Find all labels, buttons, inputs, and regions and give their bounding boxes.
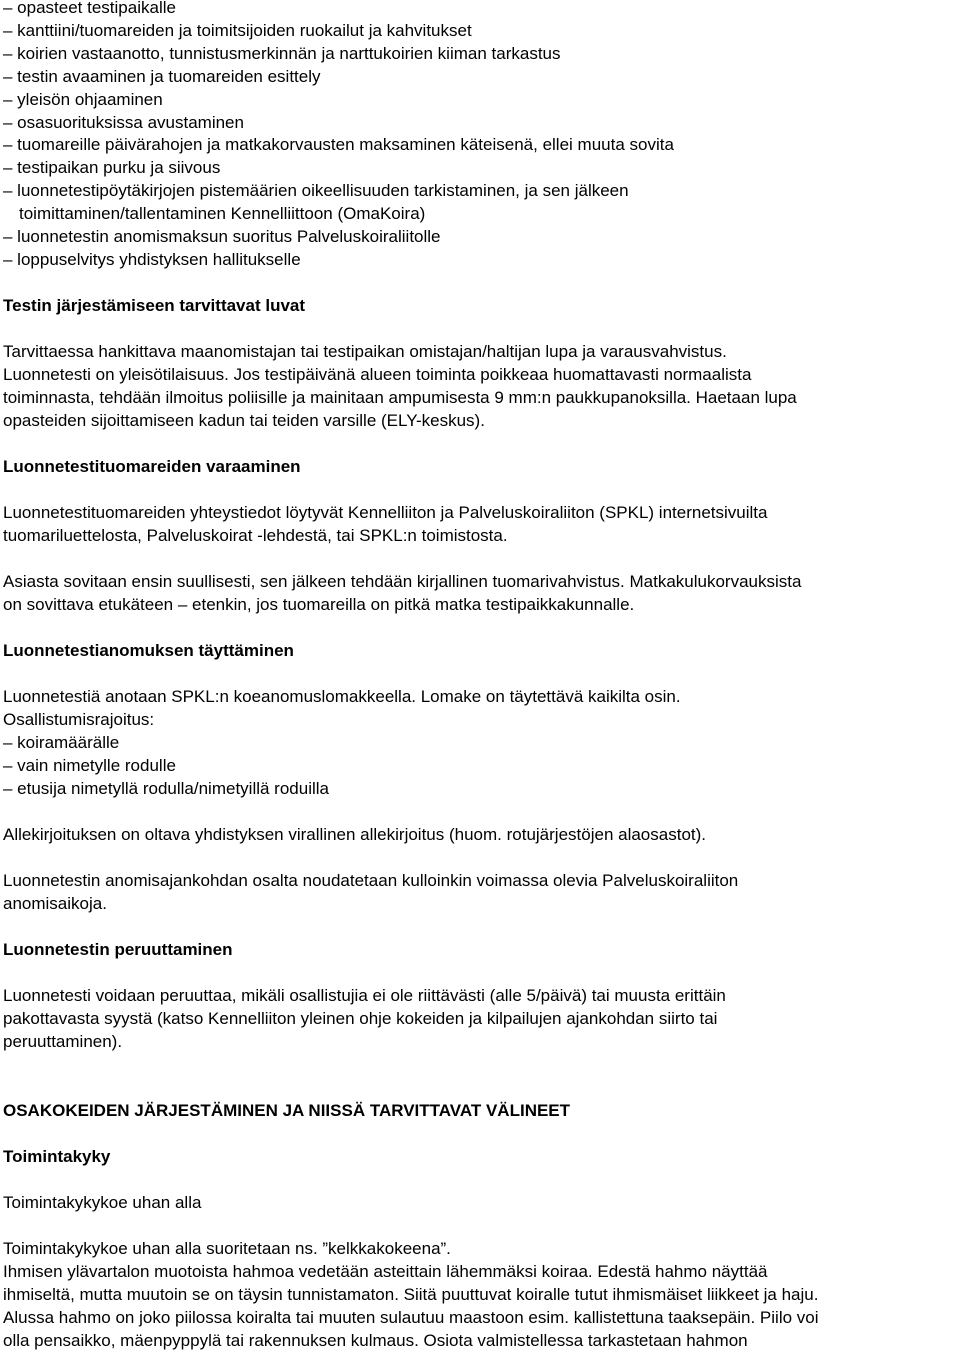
- section-heading: Testin järjestämiseen tarvittavat luvat: [3, 296, 306, 315]
- paragraph-line: Luonnetestiä anotaan SPKL:n koeanomuslomakkeella. Lomake on täytettävä kaikilta osin.: [3, 687, 681, 706]
- paragraph-line: Toimintakykykoe uhan alla suoritetaan ns. ”kelkkakokeena”.: [3, 1239, 451, 1258]
- paragraph-line: Asiasta sovitaan ensin suullisesti, sen jälkeen tehdään kirjallinen tuomarivahvistus. Matkakulukorvauksista: [3, 572, 802, 591]
- list-item: – koiramäärälle: [3, 733, 120, 752]
- list-item: – yleisön ohjaaminen: [3, 90, 163, 109]
- list-item: – luonnetestipöytäkirjojen pistemäärien oikeellisuuden tarkistaminen, ja sen jälkeen: [3, 181, 629, 200]
- section-heading: Luonnetestianomuksen täyttäminen: [3, 641, 294, 660]
- paragraph-line: pakottavasta syystä (katso Kennelliiton yleinen ohje kokeiden ja kilpailujen ajankohdan siirto tai: [3, 1009, 718, 1028]
- list-item: – luonnetestin anomismaksun suoritus Palveluskoiraliitolle: [3, 227, 441, 246]
- paragraph-line: Luonnetestituomareiden yhteystiedot löytyvät Kennelliiton ja Palveluskoiraliiton (SPKL) internetsivuilta: [3, 503, 768, 522]
- list-item: – opasteet testipaikalle: [3, 0, 176, 17]
- list-item: – kanttiini/tuomareiden ja toimitsijoiden ruokailut ja kahvitukset: [3, 21, 472, 40]
- paragraph-line: olla pensaikko, mäenpyppylä tai rakennuksen kulmaus. Osiota valmistellessa tarkastetaan hahmon: [3, 1331, 748, 1350]
- list-item: – koirien vastaanotto, tunnistusmerkinnän ja narttukoirien kiiman tarkastus: [3, 44, 561, 63]
- subsection-heading: Toimintakykykoe uhan alla: [3, 1193, 202, 1212]
- paragraph-line: peruuttaminen).: [3, 1032, 123, 1051]
- list-item: – loppuselvitys yhdistyksen hallitukselle: [3, 250, 301, 269]
- paragraph-line: ihmiseltä, mutta muutoin se on täysin tunnistamaton. Siitä puuttuvat koiralle tutut ihmismäiset liikkeet ja haju.: [3, 1285, 819, 1304]
- paragraph-line: Alussa hahmo on joko piilossa koiralta tai muuten sulautuu maastoon esim. kallistettuna taaksepäin. Piilo voi: [3, 1308, 819, 1327]
- paragraph-line: toiminnasta, tehdään ilmoitus poliisille ja mainitaan ampumisesta 9 mm:n paukkupanoksilla. Haetaan lupa: [3, 388, 797, 407]
- section-heading: Luonnetestin peruuttaminen: [3, 940, 233, 959]
- section-heading: Luonnetestituomareiden varaaminen: [3, 457, 301, 476]
- list-item: – testipaikan purku ja siivous: [3, 158, 221, 177]
- paragraph-line: tuomariluettelosta, Palveluskoirat -lehdestä, tai SPKL:n toimistosta.: [3, 526, 508, 545]
- paragraph-line: anomisaikoja.: [3, 894, 107, 913]
- paragraph-line: Ihmisen ylävartalon muotoista hahmoa vedetään asteittain lähemmäksi koiraa. Edestä hahmo näyttää: [3, 1262, 768, 1281]
- paragraph-line: Osallistumisrajoitus:: [3, 710, 155, 729]
- list-item-continuation: toimittaminen/tallentaminen Kennelliittoon (OmaKoira): [19, 204, 426, 223]
- chapter-heading: OSAKOKEIDEN JÄRJESTÄMINEN JA NIISSÄ TARVITTAVAT VÄLINEET: [3, 1101, 571, 1120]
- list-item: – tuomareille päivärahojen ja matkakorvausten maksaminen käteisenä, ellei muuta sovita: [3, 135, 674, 154]
- list-item: – testin avaaminen ja tuomareiden esittely: [3, 67, 321, 86]
- list-item: – vain nimetylle rodulle: [3, 756, 176, 775]
- section-heading: Toimintakyky: [3, 1147, 111, 1166]
- paragraph-line: Luonnetestin anomisajankohdan osalta noudatetaan kulloinkin voimassa olevia Palveluskoiraliiton: [3, 871, 739, 890]
- paragraph-line: Tarvittaessa hankittava maanomistajan tai testipaikan omistajan/haltijan lupa ja varausvahvistus.: [3, 342, 727, 361]
- paragraph-line: on sovittava etukäteen – etenkin, jos tuomareilla on pitkä matka testipaikkakunnalle.: [3, 595, 635, 614]
- paragraph-line: Luonnetesti on yleisötilaisuus. Jos testipäivänä alueen toiminta poikkeaa huomattavasti normaalista: [3, 365, 752, 384]
- list-item: – osasuorituksissa avustaminen: [3, 113, 244, 132]
- list-item: – etusija nimetyllä rodulla/nimetyillä roduilla: [3, 779, 329, 798]
- paragraph-line: opasteiden sijoittamiseen kadun tai teiden varsille (ELY-keskus).: [3, 411, 485, 430]
- paragraph-line: Luonnetesti voidaan peruuttaa, mikäli osallistujia ei ole riittävästi (alle 5/päivä) tai muusta erittäin: [3, 986, 726, 1005]
- paragraph-line: Allekirjoituksen on oltava yhdistyksen virallinen allekirjoitus (huom. rotujärjestöjen alaosastot).: [3, 825, 707, 844]
